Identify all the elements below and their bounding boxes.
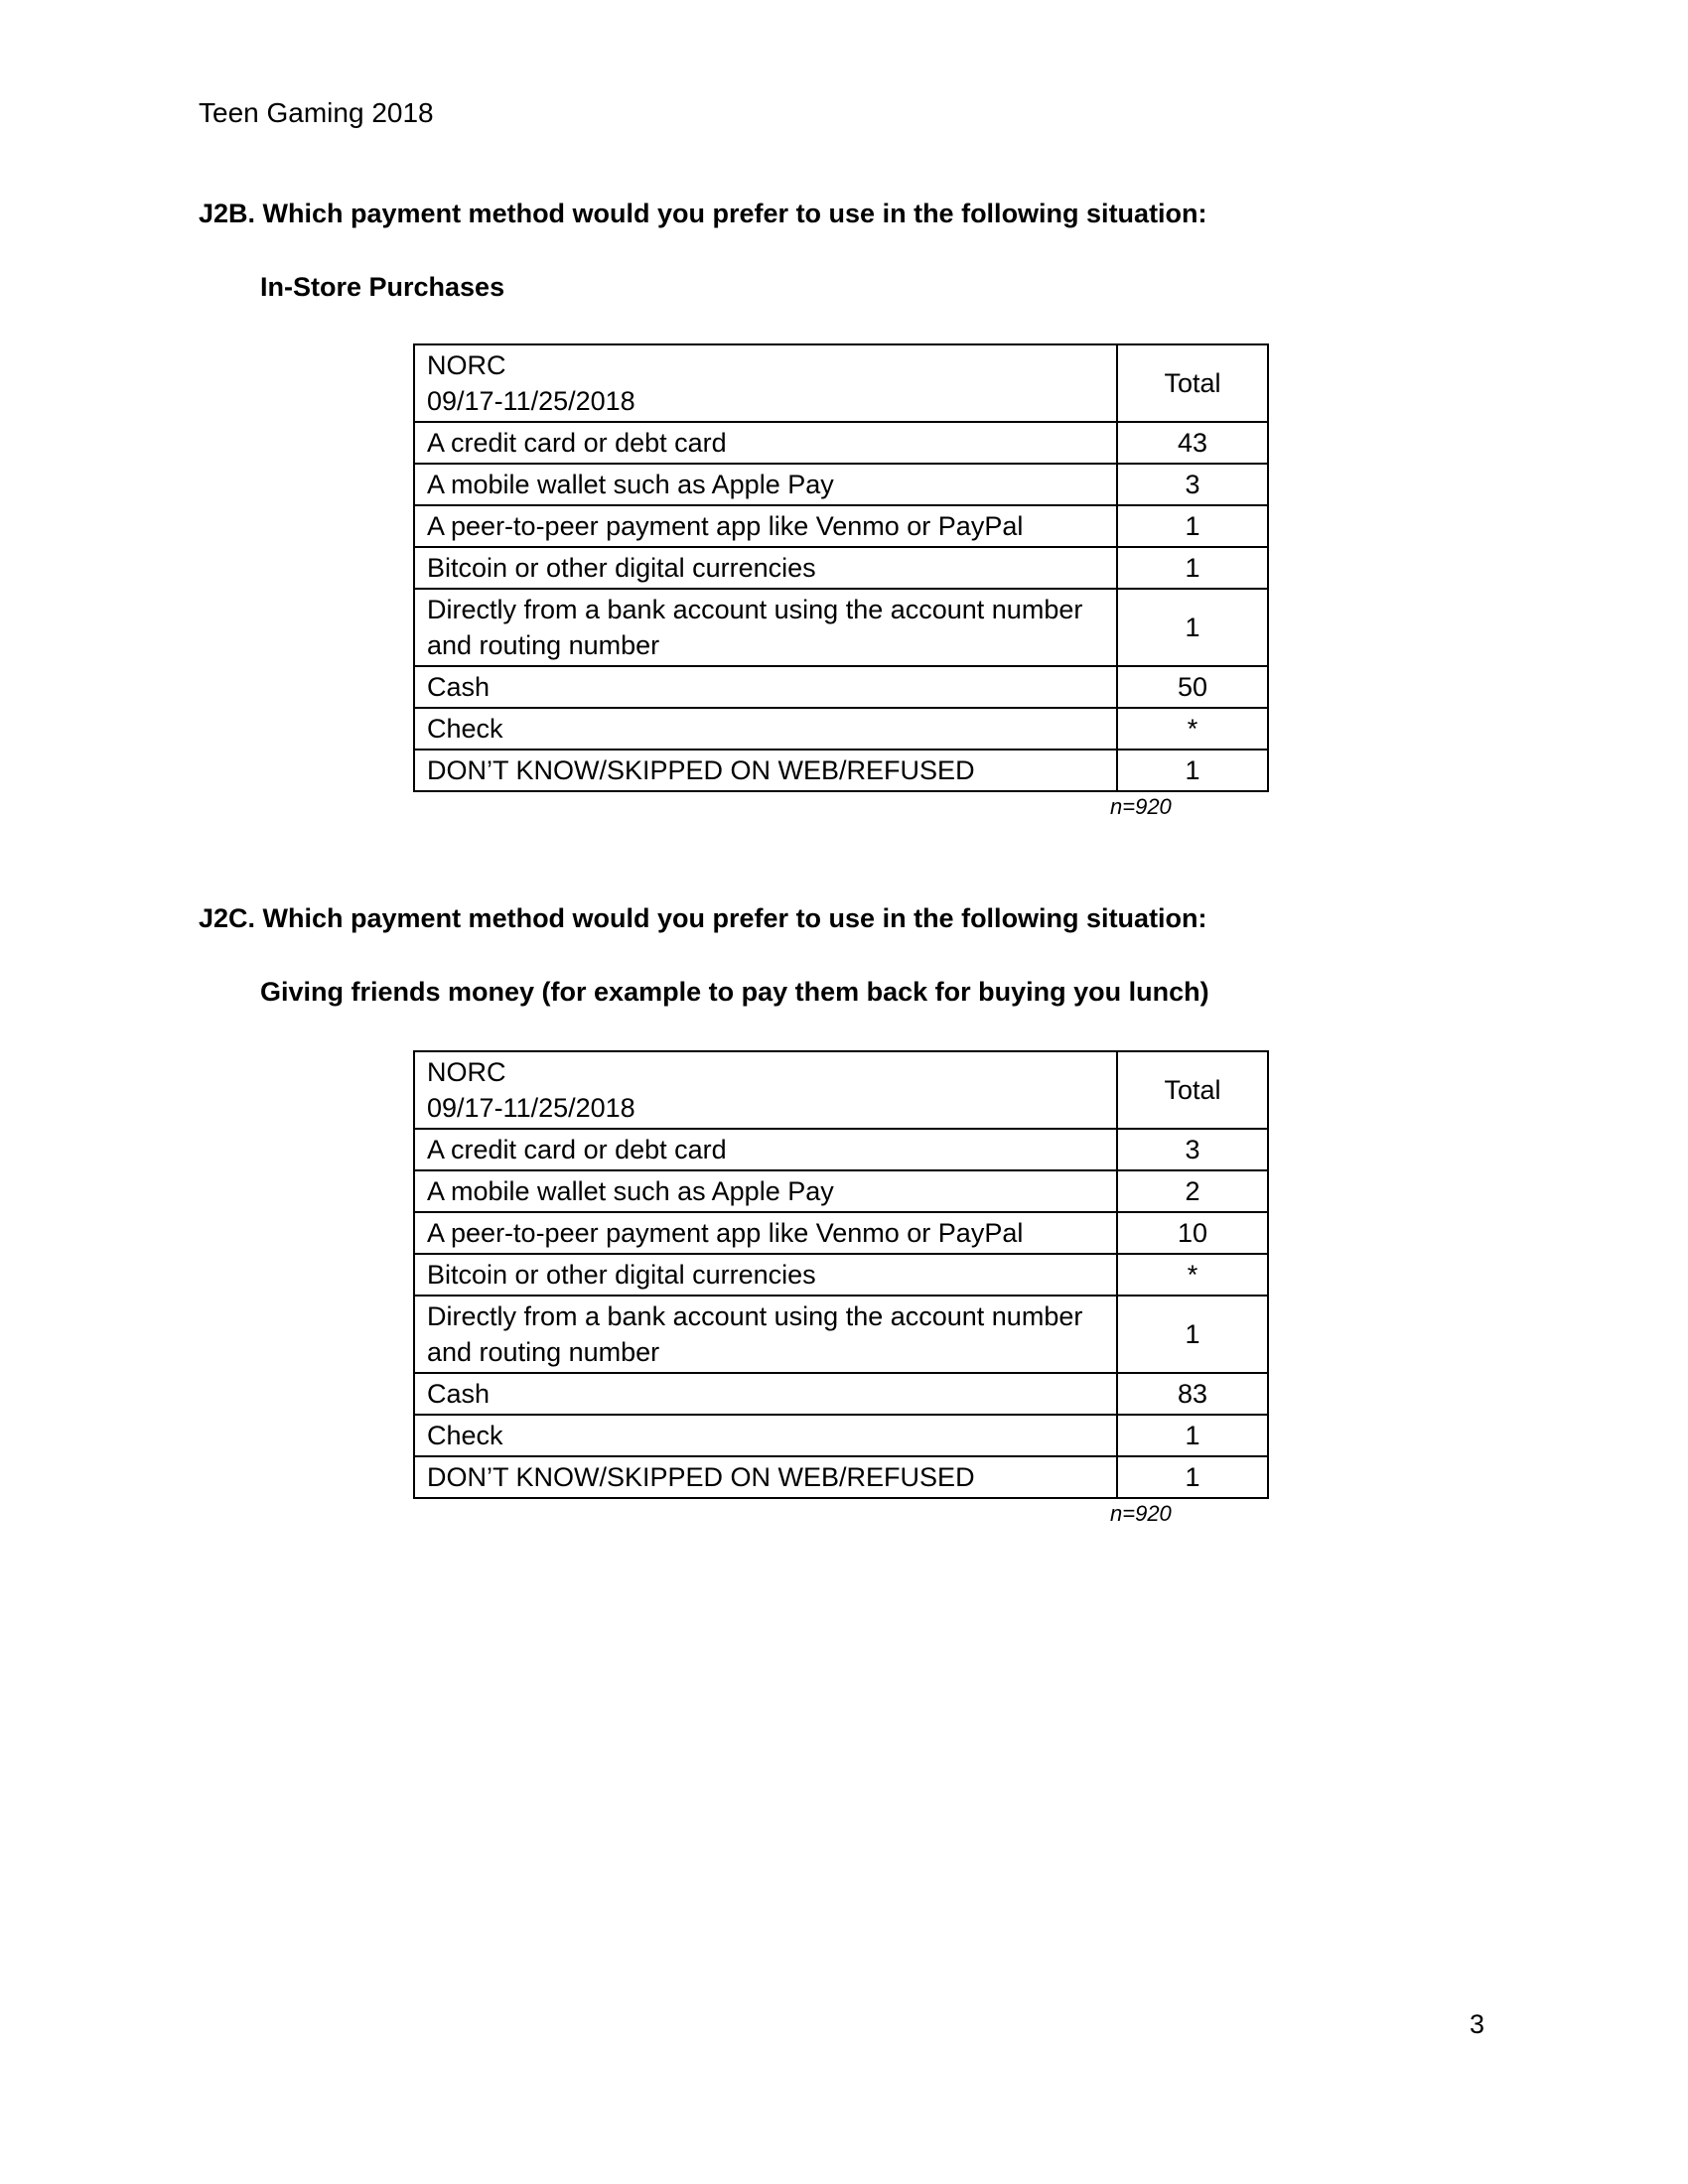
row-value: 43 [1117,422,1268,464]
row-value: 1 [1117,547,1268,589]
header-org: NORC [427,350,506,380]
question-j2c: J2C. Which payment method would you prefer to use in the following situation: [199,903,1207,933]
table-row [414,1415,1268,1456]
row-value: 10 [1117,1212,1268,1254]
subheading-in-store-purchases: In-Store Purchases [260,272,505,302]
table-header-label [414,344,1117,422]
table-row [414,505,1268,547]
page-number: 3 [1470,2009,1485,2039]
question-j2b: J2B. Which payment method would you prefer to use in the following situation: [199,199,1207,228]
results-table-j2b [413,343,1269,792]
table-row [414,1212,1268,1254]
table-row [414,708,1268,750]
row-label: A credit card or debt card [414,422,1117,464]
row-label: A mobile wallet such as Apple Pay [414,1170,1117,1212]
header-dates: 09/17-11/25/2018 [427,386,635,416]
row-label: A peer-to-peer payment app like Venmo or PayPal [414,1212,1117,1254]
row-label: A mobile wallet such as Apple Pay [414,464,1117,505]
row-label: Bitcoin or other digital currencies [414,1254,1117,1296]
row-value: 2 [1117,1170,1268,1212]
table-row [414,1296,1268,1373]
table-header-row [414,1051,1268,1129]
row-label: Cash [414,666,1117,708]
row-label: Check [414,708,1117,750]
table-row [414,1456,1268,1498]
document-header: Teen Gaming 2018 [199,97,434,128]
row-value: 1 [1117,750,1268,791]
row-label: A credit card or debt card [414,1129,1117,1170]
subheading-giving-friends-money: Giving friends money (for example to pay them back for buying you lunch) [260,977,1209,1007]
table-header-row [414,344,1268,422]
row-label: Directly from a bank account using the account number and routing number [414,1296,1117,1373]
sample-size-note: n=920 [1110,794,1172,819]
column-header-total: Total [1117,344,1268,422]
row-value: * [1117,708,1268,750]
row-value: 1 [1117,589,1268,666]
row-label: Check [414,1415,1117,1456]
table-row [414,1129,1268,1170]
table-row [414,1170,1268,1212]
column-header-total: Total [1117,1051,1268,1129]
table-row [414,1373,1268,1415]
table-row [414,666,1268,708]
sample-size-note: n=920 [1110,1501,1172,1526]
row-label: DON’T KNOW/SKIPPED ON WEB/REFUSED [414,1456,1117,1498]
table-row [414,589,1268,666]
row-value: 1 [1117,1456,1268,1498]
row-value: 50 [1117,666,1268,708]
row-label: DON’T KNOW/SKIPPED ON WEB/REFUSED [414,750,1117,791]
row-value: * [1117,1254,1268,1296]
header-dates: 09/17-11/25/2018 [427,1093,635,1123]
table-row [414,464,1268,505]
row-label: A peer-to-peer payment app like Venmo or PayPal [414,505,1117,547]
results-table-j2c [413,1050,1269,1499]
row-value: 3 [1117,464,1268,505]
row-value: 1 [1117,1296,1268,1373]
table-row [414,1254,1268,1296]
row-value: 1 [1117,1415,1268,1456]
header-org: NORC [427,1057,506,1087]
row-value: 1 [1117,505,1268,547]
row-label: Directly from a bank account using the account number and routing number [414,589,1117,666]
row-value: 3 [1117,1129,1268,1170]
table-row [414,750,1268,791]
row-label: Bitcoin or other digital currencies [414,547,1117,589]
table-row [414,422,1268,464]
row-label: Cash [414,1373,1117,1415]
table-header-label [414,1051,1117,1129]
table-row [414,547,1268,589]
row-value: 83 [1117,1373,1268,1415]
